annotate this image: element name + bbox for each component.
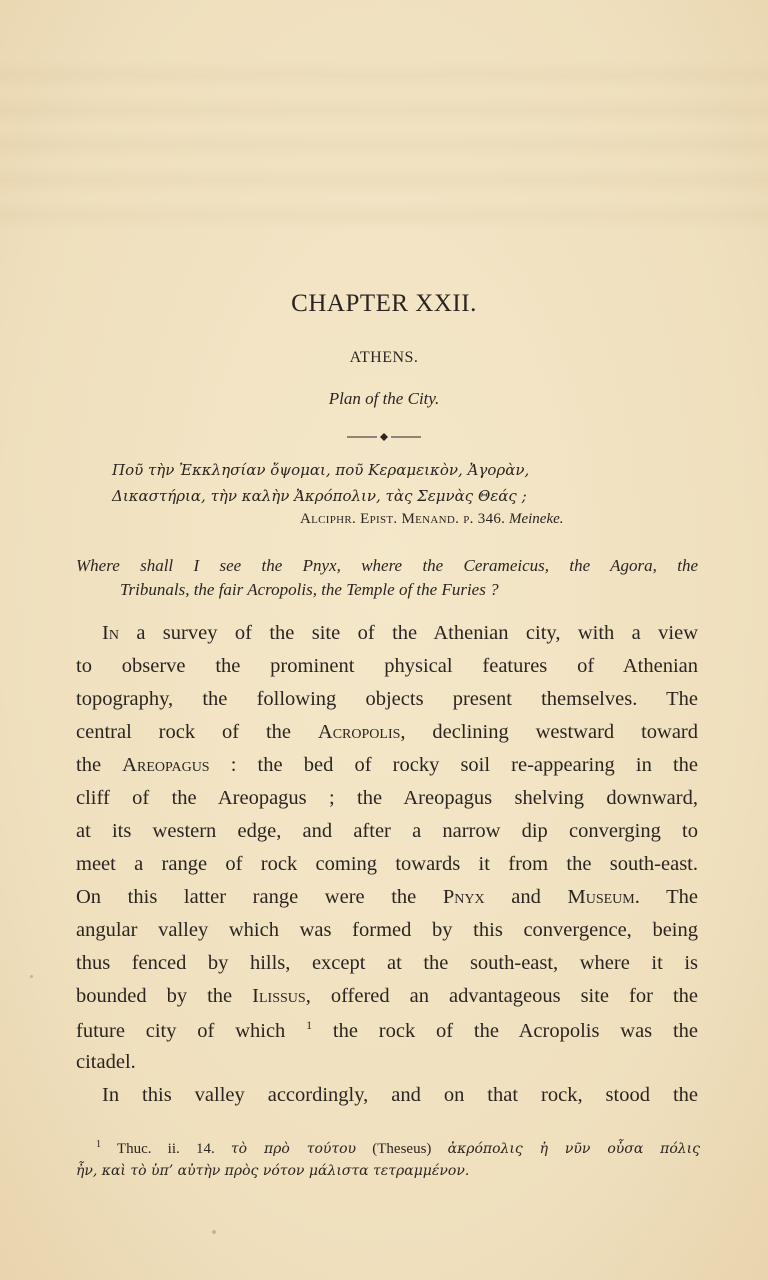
footnote-line: $^1$ Thuc. ii. 14. τὸ πρὸ τούτου (Theseus) ἀκρόπολις ἡ νῦν οὖσα πόλις [96,1139,700,1157]
epigraph-citation [300,511,674,528]
body-line: topography, the following objects present themselves. The [76,688,698,710]
body-line: future city of which $^1$ the rock of the Acropolis was the [76,1018,699,1042]
ornament-rule-icon [347,430,421,444]
citation-author: Alciphr. Epist. Menand. p. 346. [300,511,506,527]
chapter-title: CHAPTER XXII. [291,290,477,317]
body-line: to observe the prominent physical features of Athenian [76,655,698,677]
footnote-marker: 1 [96,1139,101,1150]
body-line: angular valley which was formed by this convergence, being [76,919,698,941]
body-line: In a survey of the site of the Athenian city, with a view [102,622,698,644]
body-line: meet a range of rock coming towards it from the south-east. [76,853,698,875]
bleed-through [0,60,768,90]
body-line: central rock of the Acropolis, declining westward toward [76,721,698,743]
bleed-through [0,200,768,230]
place-name: Acropolis [317,721,401,743]
body-line: On this latter range were the Pnyx and Museum. The [76,886,698,908]
bleed-through [0,95,768,125]
chapter-heading: ATHENS. [349,349,419,366]
body-line: In this valley accordingly, and on that rock, stood the [102,1084,698,1106]
footnote-line: ἦν, καὶ τὸ ὑπ’ αὐτὴν πρὸς νότον μάλιστα τετραμμένον. [76,1163,470,1179]
paper-speck [212,1230,216,1234]
place-name: Ilissus [252,985,306,1007]
chapter-subtitle: Plan of the City. [328,389,440,408]
epigraph-translation-line: Tribunals, the fair Acropolis, the Temple of the Furies ? [120,580,499,599]
paper-speck [30,975,33,978]
footnote-ref[interactable]: 1 [306,1018,313,1032]
body-line: citadel. [76,1051,136,1073]
bleed-through [0,130,768,160]
place-name: Areopagus [122,754,210,776]
body-line: bounded by the Ilissus, offered an advantageous site for the [76,985,698,1007]
body-line: the Areopagus : the bed of rocky soil re-appearing in the [76,754,698,776]
epigraph-greek-line: Δικαστήρια, τὴν καλὴν Ἀκρόπολιν, τὰς Σεμνὰς Θεάς ; [112,487,527,505]
body-line: at its western edge, and after a narrow dip converging to [76,820,698,842]
place-name: Pnyx [442,886,485,908]
epigraph-translation-line: Where shall I see the Pnyx, where the Cerameicus, the Agora, the [76,556,698,575]
epigraph-greek-line: Ποῦ τὴν Ἐκκλησίαν ὄψομαι, ποῦ Κεραμεικὸν, Ἀγορὰν, [112,461,530,479]
bleed-through [0,165,768,195]
body-line: cliff of the Areopagus ; the Areopagus shelving downward, [76,787,698,809]
citation-editor: Meineke. [508,511,564,527]
place-name: Museum [567,886,635,908]
dropcap-word: In [102,622,119,644]
body-line: thus fenced by hills, except at the south-east, where it is [76,952,698,974]
